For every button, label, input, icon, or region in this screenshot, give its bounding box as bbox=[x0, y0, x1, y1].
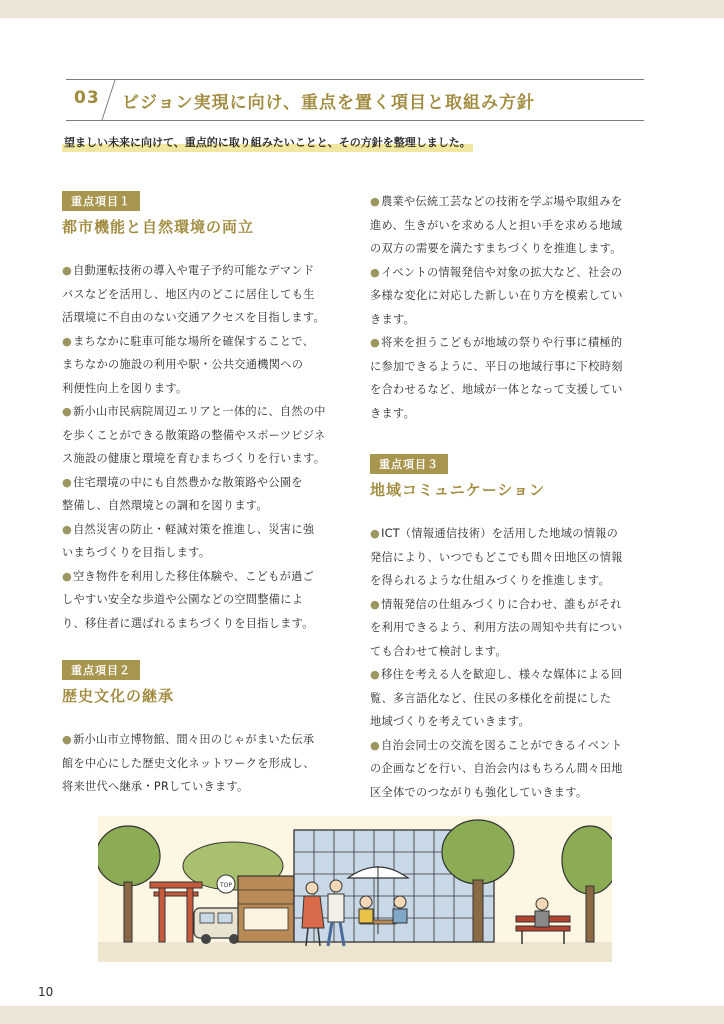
bullet-dot: ● bbox=[370, 597, 381, 611]
focus-item-title: 地域コミュニケーション bbox=[370, 481, 546, 499]
bullet-dot: ● bbox=[62, 475, 73, 489]
tree-icon bbox=[442, 820, 514, 884]
tree-trunk bbox=[124, 882, 132, 942]
lead-text: 望ましい未来に向けて、重点的に取り組みたいことと、その方針を整理しました。 bbox=[62, 134, 473, 152]
bullet-list bbox=[62, 728, 347, 799]
header-top-rule bbox=[66, 79, 644, 80]
bullet-line: 地域づくりを考えていきます。 bbox=[370, 715, 530, 728]
bullet-dot: ● bbox=[62, 334, 73, 348]
bullet-line: ●新小山市民病院周辺エリアと一体的に、自然の中 bbox=[62, 405, 326, 418]
bullet-line: バスなどを活用し、地区内のどこに居住しても生 bbox=[62, 287, 315, 301]
focus-item-badge: 重点項目１ bbox=[62, 191, 140, 211]
bullet-line: を得られるような仕組みづくりを推進します。 bbox=[370, 574, 611, 587]
bullet-line: ●情報発信の仕組みづくりに合わせ、誰もがそれ bbox=[370, 597, 622, 611]
bullet-line: の双方の需要を満たすまちづくりを推進します。 bbox=[370, 242, 622, 255]
page-number: 10 bbox=[38, 985, 54, 999]
bullet-line: り、移住者に選ばれるまちづくりを目指します。 bbox=[62, 616, 314, 630]
ground bbox=[98, 942, 612, 962]
bullet-dot: ● bbox=[370, 195, 381, 208]
bullet-dot: ● bbox=[370, 527, 381, 540]
bullet-line: ●新小山市立博物館、間々田のじゃがまいた伝承 bbox=[62, 733, 315, 746]
bullet-line: いまちづくりを目指します。 bbox=[62, 546, 211, 559]
bullet-line: しやすい安全な歩道や公園などの空間整備によ bbox=[62, 593, 304, 606]
focus-item-1 bbox=[62, 190, 347, 635]
focus-item-badge: 重点項目２ bbox=[62, 660, 140, 680]
bullet-list bbox=[62, 259, 347, 635]
bullet-line: ●空き物件を利用した移住体験や、こどもが過ご bbox=[62, 569, 315, 583]
bullet-dot: ● bbox=[62, 405, 73, 418]
bullet-line: きます。 bbox=[370, 406, 416, 420]
shop-sign-text: TOP bbox=[219, 882, 233, 889]
bullet-line: 活環境に不自由のない交通アクセスを目指します。 bbox=[62, 311, 325, 324]
header-slash bbox=[101, 79, 116, 121]
focus-item-title: 歴史文化の継承 bbox=[62, 687, 175, 705]
bullet-dot: ● bbox=[62, 264, 73, 277]
bullet-dot: ● bbox=[370, 336, 381, 349]
bullet-dot: ● bbox=[370, 668, 381, 681]
tree-trunk bbox=[586, 886, 594, 942]
tree-icon bbox=[98, 826, 160, 886]
bullet-line: ●イベントの情報発信や対象の拡大など、社会の bbox=[370, 265, 623, 279]
bullet-line: の企画などを行い、自治会内はもちろん間々田地 bbox=[370, 762, 623, 775]
bullet-list bbox=[370, 522, 655, 804]
focus-item-title: 都市機能と自然環境の両立 bbox=[62, 218, 255, 236]
bullet-line: を合わせるなど、地域が一体となって支援してい bbox=[370, 383, 623, 396]
bullet-line: 発信により、いつでもどこでも間々田地区の情報 bbox=[370, 550, 623, 564]
section-number: 03 bbox=[74, 88, 100, 108]
bullet-dot: ● bbox=[62, 733, 73, 746]
bullet-line: 利便性向上を図ります。 bbox=[62, 381, 188, 395]
tree-trunk bbox=[473, 880, 483, 942]
bullet-line: ●まちなかに駐車可能な場所を確保することで、 bbox=[62, 334, 315, 348]
bullet-line: を歩くことができる散策路の整備やスポーツビジネ bbox=[62, 428, 326, 442]
bullet-list-continued bbox=[370, 190, 655, 425]
section-title: ビジョン実現に向け、重点を置く項目と取組み方針 bbox=[122, 93, 535, 113]
bullet-line: ●住宅環境の中にも自然豊かな散策路や公園を bbox=[62, 475, 303, 489]
bullet-dot: ● bbox=[370, 738, 381, 752]
bullet-line: ●移住を考える人を歓迎し、様々な媒体による回 bbox=[370, 668, 623, 681]
van-icon bbox=[194, 908, 244, 944]
section-header bbox=[66, 79, 644, 121]
bullet-dot: ● bbox=[62, 569, 73, 583]
bullet-dot: ● bbox=[62, 522, 73, 536]
bullet-line: ても合わせて検討します。 bbox=[370, 644, 507, 658]
bullet-line: 覧、多言語化など、住民の多様化を前提にした bbox=[370, 691, 612, 705]
town-illustration bbox=[98, 816, 612, 962]
tree-icon bbox=[562, 826, 612, 894]
bullet-line: 将来世代へ継承・PRしていきます。 bbox=[62, 780, 249, 793]
bullet-dot: ● bbox=[370, 265, 381, 279]
bottom-band bbox=[0, 1006, 724, 1024]
bullet-line: 整備し、自然環境との調和を図ります。 bbox=[62, 499, 268, 512]
header-bottom-rule bbox=[66, 120, 644, 121]
bullet-line: ス施設の健康と環境を育むまちづくりを行います。 bbox=[62, 452, 326, 465]
bullet-line: 多様な変化に対応した新しい在り方を模索してい bbox=[370, 289, 623, 302]
top-band bbox=[0, 0, 724, 18]
bullet-line: ●農業や伝統工芸などの技術を学ぶ場や取組みを bbox=[370, 195, 623, 208]
bullet-line: ●自然災害の防止・軽減対策を推進し、災害に強 bbox=[62, 522, 315, 536]
bullet-line: ●ICT（情報通信技術）を活用した地域の情報の bbox=[370, 527, 619, 540]
bullet-line: ●自動運転技術の導入や電子予約可能なデマンド bbox=[62, 264, 315, 277]
focus-item-badge: 重点項目３ bbox=[370, 454, 448, 474]
bullet-line: に参加できるように、平日の地域行事に下校時刻 bbox=[370, 359, 623, 373]
focus-item-3 bbox=[370, 453, 655, 804]
bullet-line: きます。 bbox=[370, 312, 416, 326]
left-column bbox=[62, 190, 347, 799]
focus-item-2 bbox=[62, 659, 347, 799]
bullet-line: ●自治会同士の交流を図ることができるイベント bbox=[370, 738, 623, 752]
right-column bbox=[370, 190, 655, 804]
bullet-line: まちなかの施設の利用や駅・公共交通機関への bbox=[62, 358, 304, 371]
bullet-line: ●将来を担うこどもが地域の祭りや行事に積極的 bbox=[370, 336, 623, 349]
bullet-line: を利用できるよう、利用方法の周知や共有につい bbox=[370, 621, 623, 634]
bullet-line: 区全体でのつながりも強化していきます。 bbox=[370, 785, 588, 799]
bullet-line: 進め、生きがいを求める人と担い手を求める地域 bbox=[370, 218, 623, 232]
bullet-line: 館を中心にした歴史文化ネットワークを形成し、 bbox=[62, 756, 315, 770]
